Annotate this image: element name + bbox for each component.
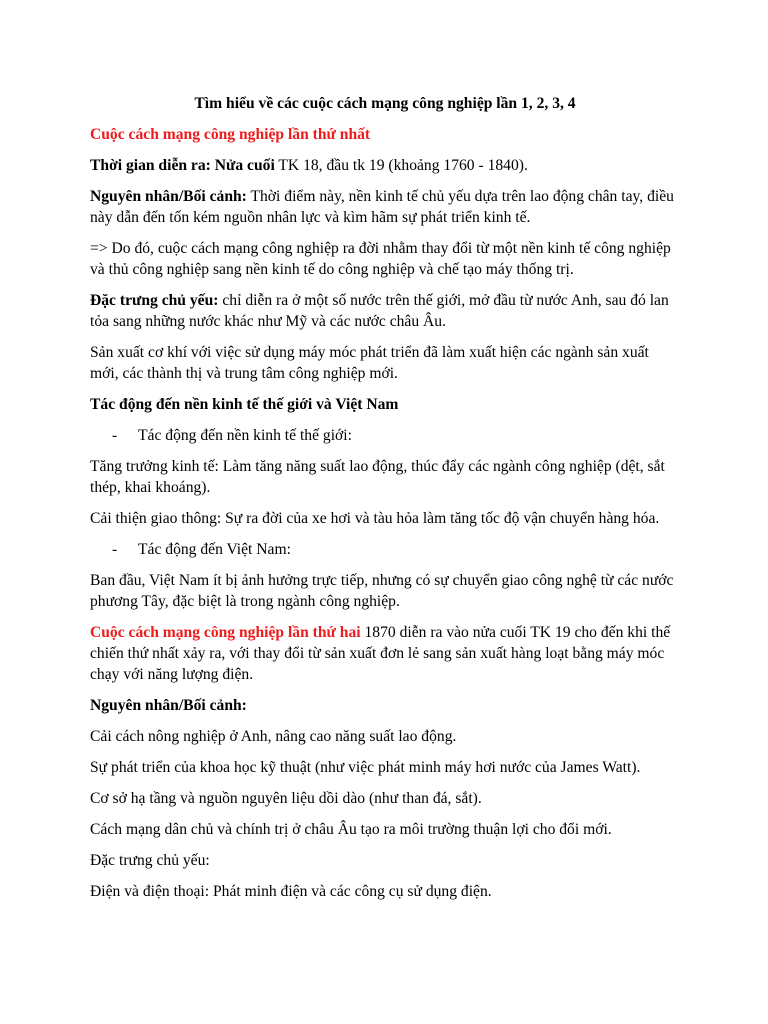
time-text: TK 18, đầu tk 19 (khoảng 1760 - 1840). [274,157,528,174]
feature-paragraph [90,290,680,332]
revolution-paragraph: Cách mạng dân chủ và chính trị ở châu Âu tạo ra môi trường thuận lợi cho đổi mới. [90,821,612,838]
cause-label: Nguyên nhân/Bối cảnh: [90,188,247,205]
time-label: Thời gian diễn ra: Nửa cuối [90,157,275,174]
bullet-world [90,425,680,446]
feature2-paragraph: Đặc trưng chủ yếu: [90,852,210,869]
impact-heading: Tác động đến nền kinh tế thế giới và Việt Nam [90,396,399,413]
bullet-vietnam-text: Tác động đến Việt Nam: [138,541,291,558]
bullet-dash: - [112,541,118,558]
section2-paragraph [90,622,680,685]
electric-paragraph: Điện và điện thoại: Phát minh điện và các công cụ sử dụng điện. [90,883,492,900]
section1-heading: Cuộc cách mạng công nghiệp lần thứ nhất [90,126,371,143]
bullet-world-text: Tác động đến nền kinh tế thế giới: [138,427,352,444]
conclusion-paragraph: => Do đó, cuộc cách mạng công nghiệp ra đời nhằm thay đổi từ một nền kinh tế công nghiệp và thủ công nghiệp sang nền kinh tế do công nghiệp và chế tạo máy thống trị. [90,240,671,278]
section2-heading: Cuộc cách mạng công nghiệp lần thứ hai [90,624,361,641]
bullet-vietnam [90,539,680,560]
section2-text: 1870 diễn ra vào nửa cuối TK 19 cho đến khi thế chiến thứ nhất xảy ra, với thay đổi từ sản xuất đơn lẻ sang sản xuất hàng loạt bằng máy móc chạy với năng lượng điện. [90,624,671,683]
vietnam-paragraph: Ban đầu, Việt Nam ít bị ảnh hưởng trực tiếp, nhưng có sự chuyển giao công nghệ từ các nước phương Tây, đặc biệt là trong ngành công nghiệp. [90,572,674,610]
document-title: Tìm hiểu về các cuộc cách mạng công nghiệp lần 1, 2, 3, 4 [194,95,576,112]
cause-paragraph [90,186,680,228]
feature-text: chỉ diễn ra ở một số nước trên thế giới, mở đầu từ nước Anh, sau đó lan tỏa sang những nước khác như Mỹ và các nước châu Âu. [90,292,669,330]
feature-label: Đặc trưng chủ yếu: [90,292,219,309]
production-paragraph: Sản xuất cơ khí với việc sử dụng máy móc phát triển đã làm xuất hiện các ngành sản xuất mới, các thành thị và trung tâm công nghiệp mới. [90,344,649,382]
transport-paragraph: Cải thiện giao thông: Sự ra đời của xe hơi và tàu hỏa làm tăng tốc độ vận chuyển hàng hóa. [90,510,660,527]
agri-paragraph: Cải cách nông nghiệp ở Anh, nâng cao năng suất lao động. [90,728,457,745]
time-paragraph [90,155,680,176]
growth-paragraph: Tăng trưởng kinh tế: Làm tăng năng suất lao động, thúc đẩy các ngành công nghiệp (dệt, sắt thép, khai khoáng). [90,458,665,496]
infra-paragraph: Cơ sở hạ tầng và nguồn nguyên liệu dồi dào (như than đá, sắt). [90,790,482,807]
cause2-heading: Nguyên nhân/Bối cảnh: [90,697,247,714]
bullet-dash: - [112,427,118,444]
science-paragraph: Sự phát triển của khoa học kỹ thuật (như việc phát minh máy hơi nước của James Watt). [90,759,641,776]
cause-text: Thời điểm này, nền kinh tế chủ yếu dựa trên lao động chân tay, điều này dẫn đến tốn kém nguồn nhân lực và kìm hãm sự phát triển kinh tế. [90,188,674,226]
